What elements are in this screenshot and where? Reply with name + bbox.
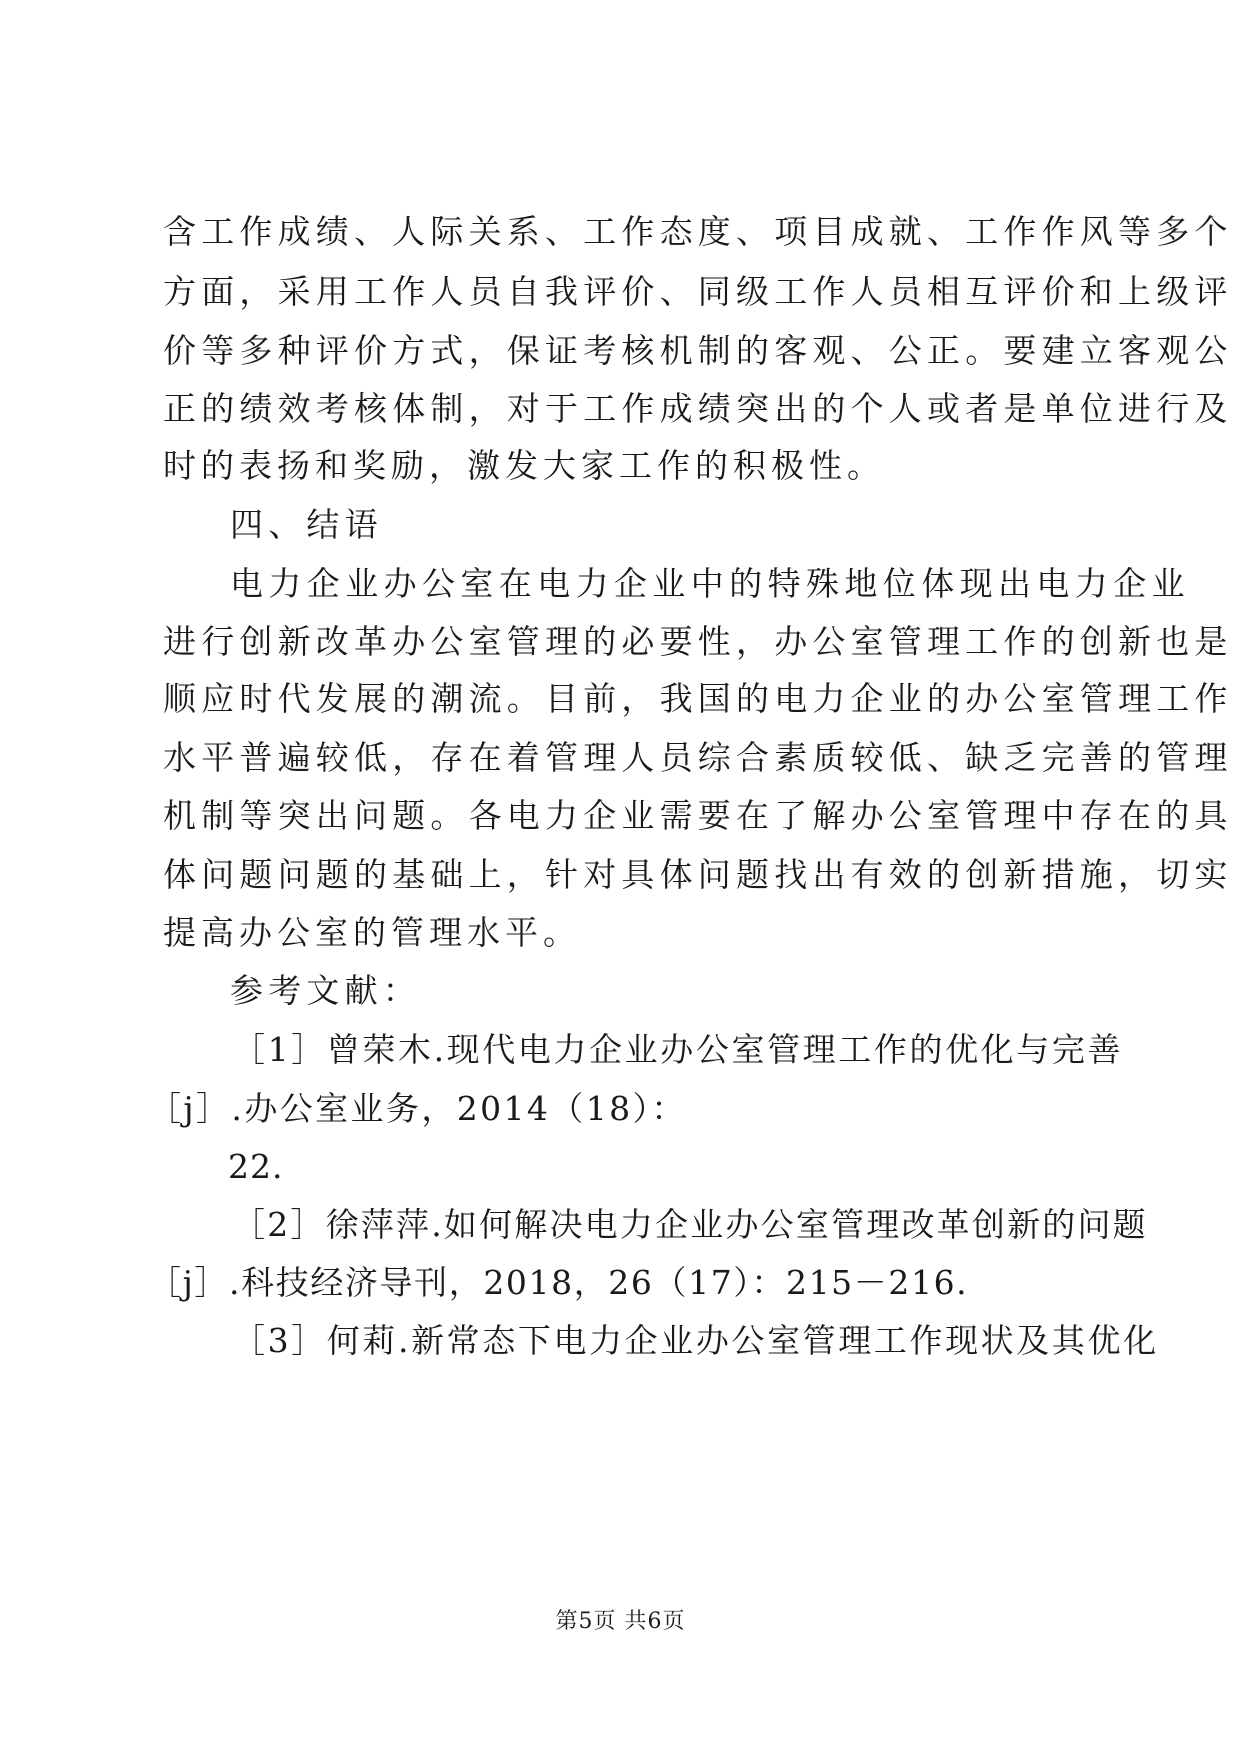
reference-3-line-1: ［3］何莉.新常态下电力企业办公室管理工作现状及其优化 — [232, 1321, 1159, 1360]
body-line-1: 含工作成绩、人际关系、工作态度、项目成就、工作作风等多个 — [163, 212, 1233, 251]
conclusion-line-5: 机制等突出问题。各电力企业需要在了解办公室管理中存在的具 — [163, 796, 1233, 835]
conclusion-line-2: 进行创新改革办公室管理的必要性，办公室管理工作的创新也是 — [163, 622, 1233, 661]
conclusion-line-3: 顺应时代发展的潮流。目前，我国的电力企业的办公室管理工作 — [163, 679, 1233, 718]
section-heading: 四、结语 — [230, 505, 383, 544]
reference-1-line-1: ［1］曾荣木.现代电力企业办公室管理工作的优化与完善 — [232, 1030, 1124, 1069]
body-line-4: 正的绩效考核体制，对于工作成绩突出的个人或者是单位进行及 — [163, 389, 1233, 428]
reference-1-line-2: ［j］.办公室业务，2014（18）： — [148, 1089, 687, 1128]
body-line-2: 方面，采用工作人员自我评价、同级工作人员相互评价和上级评 — [163, 272, 1233, 311]
reference-2-line-1: ［2］徐萍萍.如何解决电力企业办公室管理改革创新的问题 — [232, 1205, 1148, 1244]
conclusion-line-7: 提高办公室的管理水平。 — [163, 913, 581, 952]
conclusion-line-1: 电力企业办公室在电力企业中的特殊地位体现出电力企业 — [230, 564, 1190, 603]
reference-1-line-3: 22. — [228, 1147, 284, 1186]
page-footer: 第5页 共6页 — [555, 1609, 686, 1634]
conclusion-line-6: 体问题问题的基础上，针对具体问题找出有效的创新措施，切实 — [163, 855, 1233, 894]
conclusion-line-4: 水平普遍较低，存在着管理人员综合素质较低、缺乏完善的管理 — [163, 738, 1233, 777]
references-heading: 参考文献： — [230, 971, 421, 1010]
body-line-5: 时的表扬和奖励，激发大家工作的积极性。 — [163, 446, 885, 485]
body-line-3: 价等多种评价方式，保证考核机制的客观、公正。要建立客观公 — [163, 331, 1233, 370]
reference-2-line-2: ［j］.科技经济导刊，2018，26（17）：215－216. — [148, 1263, 969, 1302]
